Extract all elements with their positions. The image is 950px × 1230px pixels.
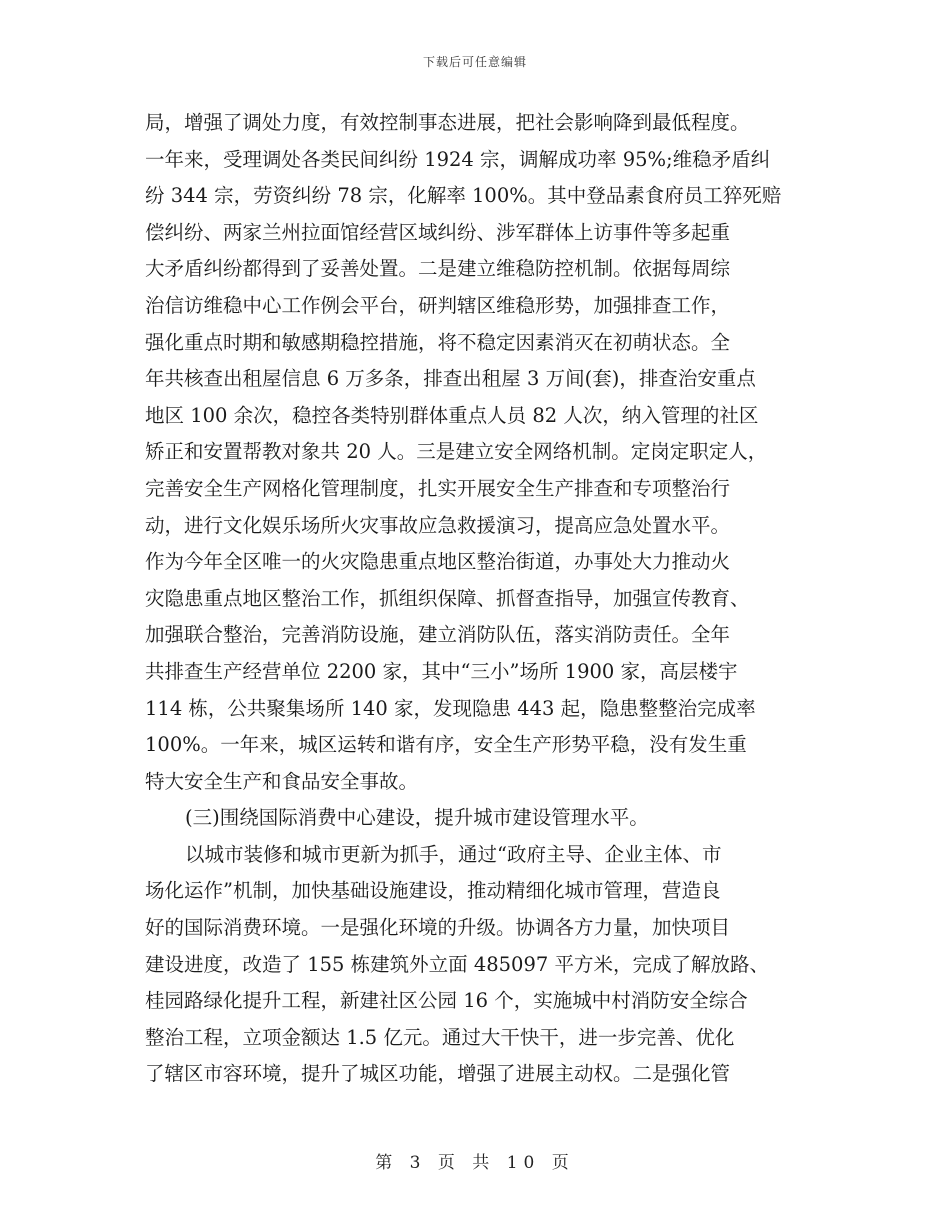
text-line: 特大安全生产和食品安全事故。 xyxy=(145,769,419,793)
text-line: 强化重点时期和敏感期稳控措施，将不稳定因素消灭在初萌状态。全 xyxy=(145,330,731,354)
text-line: 矫正和安置帮教对象共 20 人。三是建立安全网络机制。定岗定职定人， xyxy=(145,440,768,464)
page-footer: 第 3 页 共 10 页 xyxy=(375,1153,575,1173)
text-line: 完善安全生产网格化管理制度，扎实开展安全生产排查和专项整治行 xyxy=(145,476,731,500)
text-line: 纷 344 宗，劳资纠纷 78 宗，化解率 100%。其中登品素食府员工猝死赔 xyxy=(145,184,782,208)
text-line: 100%。一年来，城区运转和谐有序，安全生产形势平稳，没有发生重 xyxy=(145,733,747,757)
text-line: 作为今年全区唯一的火灾隐患重点地区整治街道，办事处大力推动火 xyxy=(145,550,731,574)
text-line: 地区 100 余次，稳控各类特别群体重点人员 82 人次，纳入管理的社区 xyxy=(145,403,759,427)
text-line: 114 栋，公共聚集场所 140 家，发现隐患 443 起，隐患整整治完成率 xyxy=(145,696,756,720)
text-line: 大矛盾纠纷都得到了妥善处置。二是建立维稳防控机制。依据每周综 xyxy=(145,257,731,281)
text-line: 建设进度，改造了 155 栋建筑外立面 485097 平方米，完成了解放路、 xyxy=(145,952,769,976)
text-line: 好的国际消费环境。一是强化环境的升级。协调各方力量，加快项目 xyxy=(145,916,731,940)
document-body xyxy=(145,105,810,1093)
text-line: 灾隐患重点地区整治工作，抓组织保障、抓督查指导，加强宣传教育、 xyxy=(145,586,750,610)
text-line: (三)围绕国际消费中心建设，提升城市建设管理水平。 xyxy=(185,806,649,830)
text-line: 局，增强了调处力度，有效控制事态进展，把社会影响降到最低程度。 xyxy=(145,111,750,134)
text-line: 整治工程，立项金额达 1.5 亿元。通过大干快干，进一步完善、优化 xyxy=(145,1025,735,1049)
text-line: 了辖区市容环境，提升了城区功能，增强了进展主动权。二是强化管 xyxy=(145,1062,731,1086)
page-header: 下载后可任意编辑 xyxy=(422,55,527,69)
text-line: 年共核查出租屋信息 6 万多条，排查出租屋 3 万间(套)，排查治安重点 xyxy=(145,367,756,391)
text-line: 以城市装修和城市更新为抓手，通过“政府主导、企业主体、市 xyxy=(185,842,722,866)
text-line: 治信访维稳中心工作例会平台，研判辖区维稳形势，加强排查工作， xyxy=(145,293,731,317)
text-line: 加强联合整治，完善消防设施，建立消防队伍，落实消防责任。全年 xyxy=(145,623,731,647)
text-line: 一年来，受理调处各类民间纠纷 1924 宗，调解成功率 95%;维稳矛盾纠 xyxy=(145,147,771,171)
text-line: 场化运作”机制，加快基础设施建设，推动精细化城市管理，营造良 xyxy=(145,879,721,903)
text-line: 共排查生产经营单位 2200 家，其中“三小”场所 1900 家，高层楼宇 xyxy=(145,659,738,683)
text-line: 偿纠纷、两家兰州拉面馆经营区域纠纷、涉军群体上访事件等多起重 xyxy=(145,220,731,244)
text-line: 动，进行文化娱乐场所火灾事故应急救援演习，提高应急处置水平。 xyxy=(145,513,731,537)
text-line: 桂园路绿化提升工程，新建社区公园 16 个，实施城中村消防安全综合 xyxy=(145,989,748,1013)
